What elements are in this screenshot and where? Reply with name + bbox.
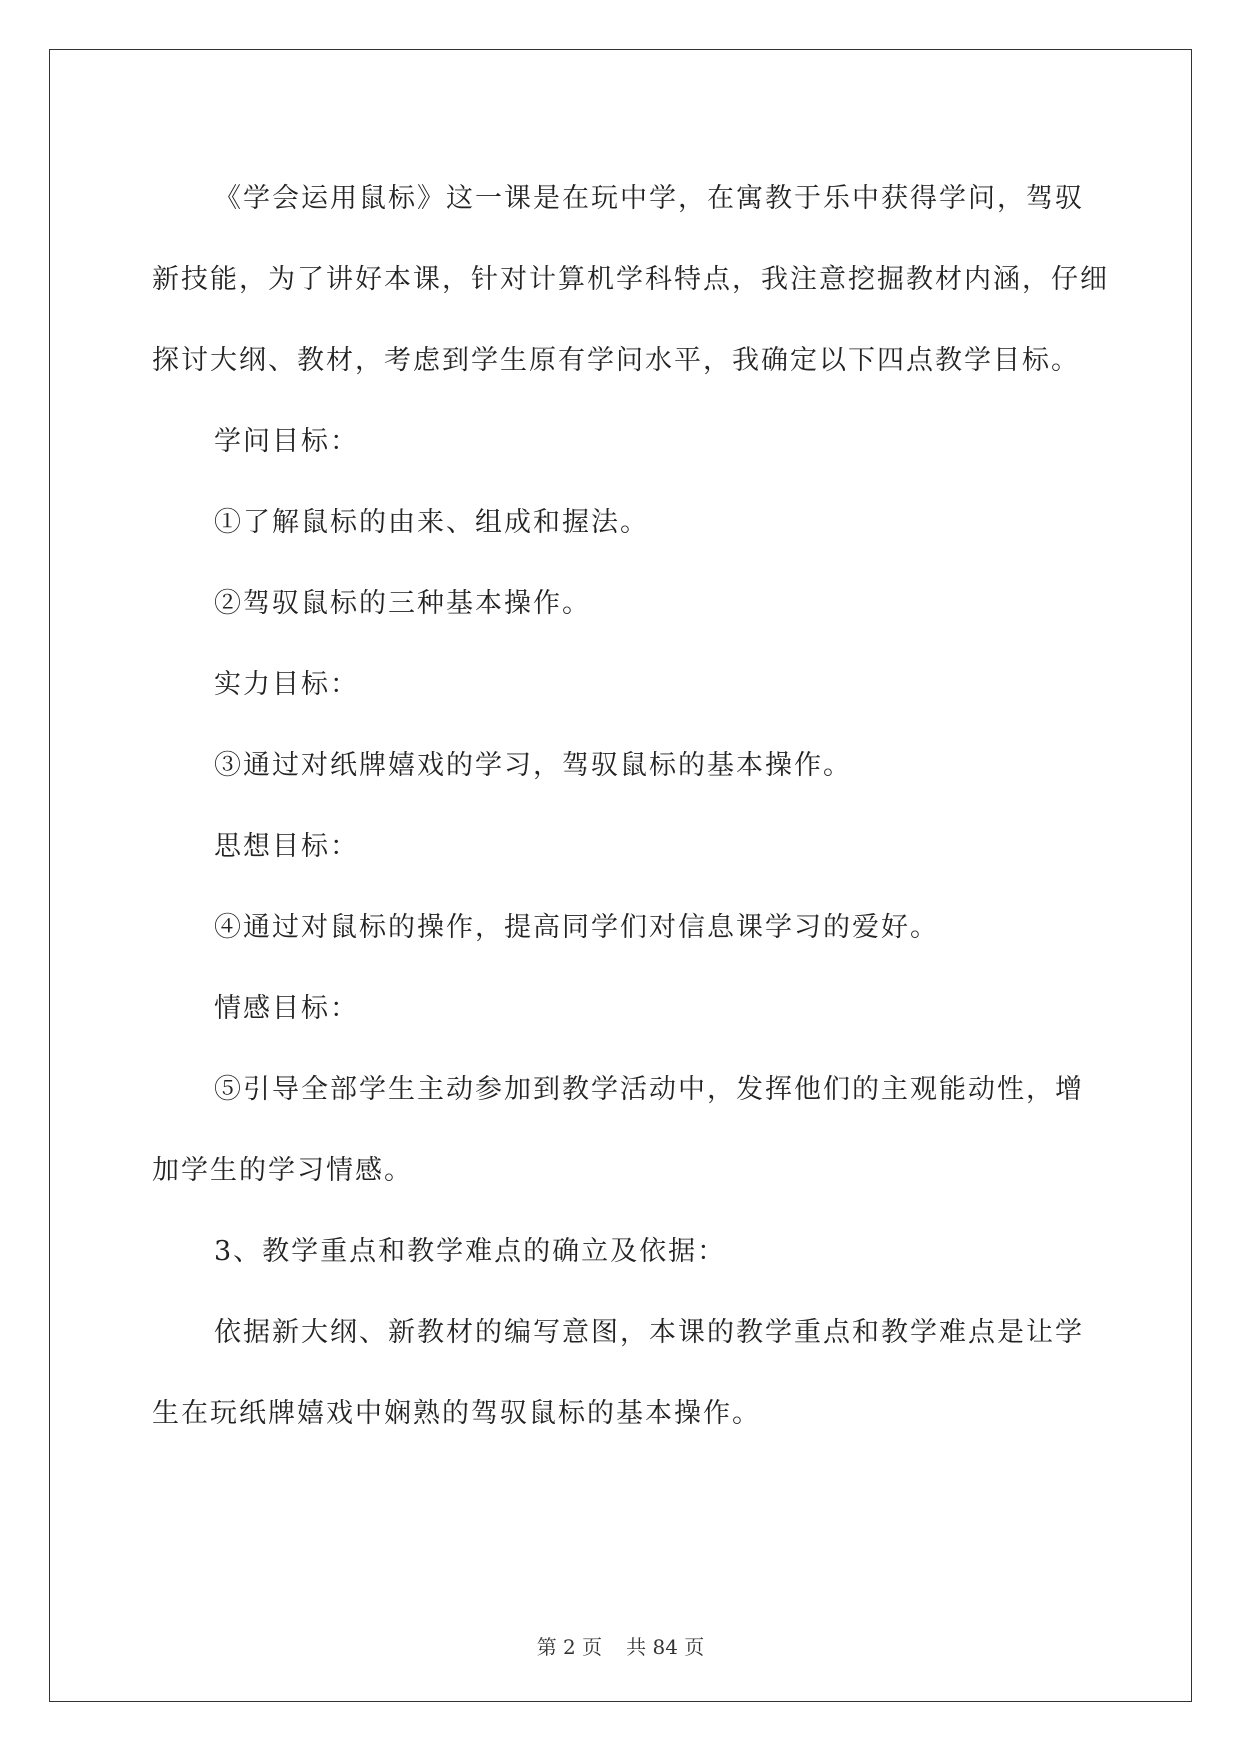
goal-item-1: ①了解鼠标的由来、组成和握法。: [214, 507, 649, 538]
page-number: 第 2 页: [536, 1635, 603, 1659]
goal-item-3: ③通过对纸牌嬉戏的学习，驾驭鼠标的基本操作。: [214, 750, 852, 781]
goal-item-5: ⑤引导全部学生主动参加到教学活动中，发挥他们的主观能动性，增加学生的学习情感。: [152, 1074, 1084, 1186]
heading-ability-goal: 实力目标：: [214, 669, 359, 700]
heading-thought-goal: 思想目标：: [214, 831, 359, 862]
goal-item-4: ④通过对鼠标的操作，提高同学们对信息课学习的爱好。: [214, 912, 939, 943]
document-body: [152, 158, 1112, 1454]
goal-item-2: ②驾驭鼠标的三种基本操作。: [214, 588, 591, 619]
heading-emotion-goal: 情感目标：: [214, 993, 359, 1024]
section-heading-3: 3、教学重点和教学难点的确立及依据：: [214, 1236, 727, 1267]
page-total: 共 84 页: [626, 1635, 705, 1659]
heading-knowledge-goal: 学问目标：: [214, 426, 359, 457]
paragraph-intro: 《学会运用鼠标》这一课是在玩中学，在寓教于乐中获得学问，驾驭新技能，为了讲好本课，针对计算机学科特点，我注意挖掘教材内涵，仔细探讨大纲、教材，考虑到学生原有学问水平，我确定以下四点教学目标。: [152, 183, 1109, 376]
paragraph-focus: 依据新大纲、新教材的编写意图，本课的教学重点和教学难点是让学生在玩纸牌嬉戏中娴熟的驾驭鼠标的基本操作。: [152, 1317, 1084, 1429]
page-footer: [0, 1631, 1241, 1660]
